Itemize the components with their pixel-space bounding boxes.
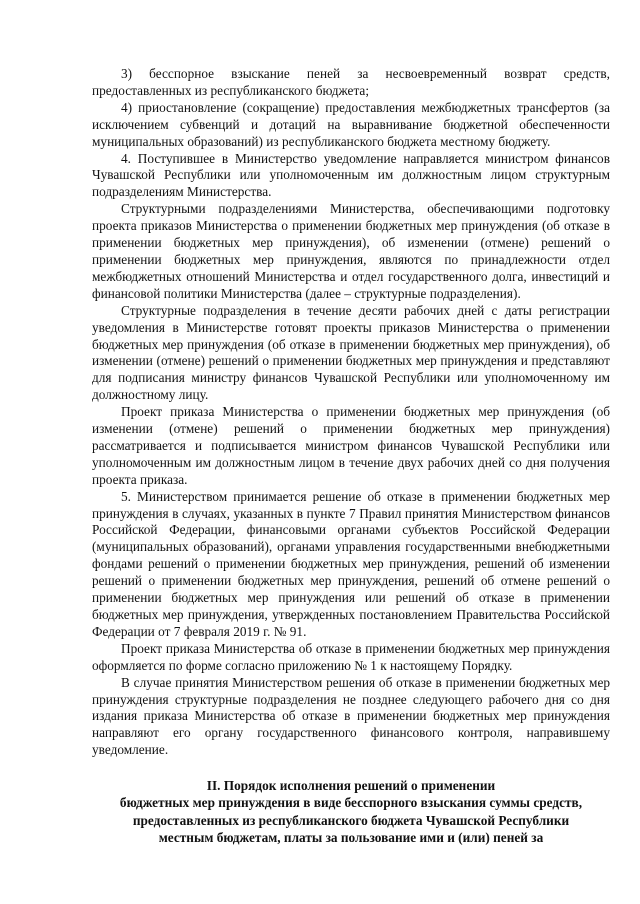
paragraph-ten-days: Структурные подразделения в течение десяти рабочих дней с даты регистрации уведомления в Министерстве готовят проекты приказов Министерства о применении бюджетных мер принуждения (об отказе в применении бюджетных мер принуждения), об изменении (отмене) решений о применении бюджетных мер принуждения и представляют для подписания министру финансов Чувашской Республики или уполномоченному им должностному лицу. [92,302,610,403]
heading-line-4: местным бюджетам, платы за пользование ими и (или) пеней за [158,829,544,845]
paragraph-section-4: 4. Поступившее в Министерство уведомление направляется министром финансов Чувашской Республики или уполномоченным им должностным лицом структурным подразделениям Министерства. [92,150,610,200]
heading-line-3: предоставленных из республиканского бюджета Чувашской Республики [132,812,570,828]
paragraph-refusal-draft: Проект приказа Министерства об отказе в применении бюджетных мер принуждения оформляется по форме согласно приложению № 1 к настоящему Порядку. [92,640,610,673]
paragraph-structural-units: Структурными подразделениями Министерства, обеспечивающими подготовку проекта приказов Министерства о применении бюджетных мер принуждения (об отказе в применении бюджетных мер принуждения), об изменении (отмене) решений о применении бюджетных мер принуждения, являются по принадлежности отдел межбюджетных отношений Министерства и отдел государственного долга, инвестиций и финансовой политики Министерства (далее – структурные подразделения). [92,201,610,301]
paragraph-order-draft: Проект приказа Министерства о применении бюджетных мер принуждения (об изменении (отмене) решений о применении бюджетных мер принуждения) рассматривается и подписывается министром финансов Чувашской Республики или уполномоченным им должностным лицом в течение двух рабочих дней со дня получения проекта приказа. [92,404,610,487]
paragraph-item-3: 3) бесспорное взыскание пеней за несвоевременный возврат средств, предоставленных из республиканского бюджета; [92,66,610,98]
heading-line-2: бюджетных мер принуждения в виде бесспорного взыскания суммы средств, [119,795,583,811]
paragraph-item-4: 4) приостановление (сокращение) предоставления межбюджетных трансфертов (за исключением субвенций и дотаций на выравнивание бюджетной обеспеченности муниципальных образований) из республиканского бюджета местному бюджету. [92,99,610,149]
paragraph-section-5: 5. Министерством принимается решение об отказе в применении бюджетных мер принуждения в случаях, указанных в пункте 7 Правил принятия Министерством финансов Российской Федерации, финансовыми органами субъектов Российской Федерации (муниципальных образований), органами управления государственными внебюджетными фондами решений о применении бюджетных мер принуждения, решений об изменении решений о применении бюджетных мер принуждения, решений об отмене решений о применении бюджетных мер принуждения или решений об отказе в применении бюджетных мер принуждения, утвержденных постановлением Правительства Российской Федерации от 7 февраля 2019 г. № 91. [92,488,610,639]
document-page [92,66,610,846]
paragraph-refusal-decision: В случае принятия Министерством решения об отказе в применении бюджетных мер принуждения структурные подразделения не позднее следующего рабочего дня со дня издания приказа Министерства об отказе в применении бюджетных мер принуждения направляют его органу государственного финансового контроля, направившему уведомление. [92,674,610,758]
heading-line-1: II. Порядок исполнения решений о применении [206,778,496,794]
section-heading [92,777,610,846]
